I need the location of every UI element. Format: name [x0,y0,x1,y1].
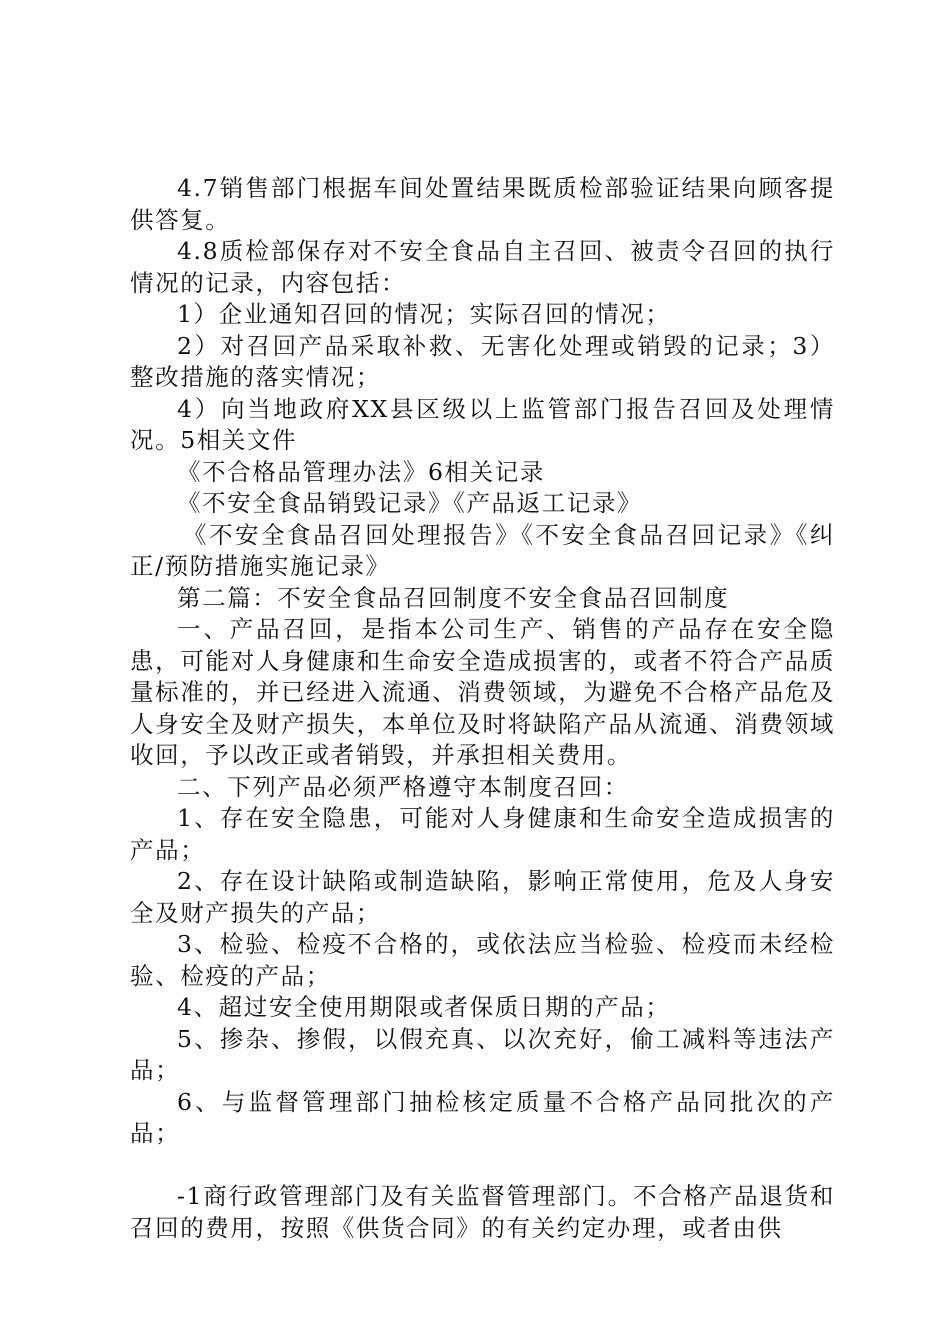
paragraph-4-8: 4.8质检部保存对不安全食品自主召回、被责令召回的执行情况的记录，内容包括： [130,237,835,297]
related-records-2: 《不安全食品召回处理报告》《不安全食品召回记录》《纠正/预防措施实施记录》 [130,520,835,580]
list-item-2-3: 2）对召回产品采取补救、无害化处理或销毁的记录；3）整改措施的落实情况； [130,331,835,391]
list-item-4: 4）向当地政府XX县区级以上监管部门报告召回及处理情况。5相关文件 [130,394,835,454]
list-item-1: 1）企业通知召回的情况；实际召回的情况； [177,300,671,328]
blank-line [130,1150,835,1182]
recall-item-3: 3、检验、检疫不合格的，或依法应当检验、检疫而未经检验、检疫的产品； [130,930,835,990]
recall-item-5: 5、掺杂、掺假，以假充真、以次充好，偷工减料等违法产品； [130,1024,835,1084]
paragraph-two: 二、下列产品必须严格遵守本制度召回： [177,772,629,801]
section-heading: 第二篇：不安全食品召回制度不安全食品召回制度 [177,583,730,612]
paragraph-4-7: 4.7销售部门根据车间处置结果既质检部验证结果向顾客提供答复。 [130,174,835,234]
paragraph-one: 一、产品召回，是指本公司生产、销售的产品存在安全隐患，可能对人身健康和生命安全造成损害的，或者不符合产品质量标准的，并已经进入流通、消费领域，为避免不合格产品危及人身安全及财产损失，本单位及时将缺陷产品从流通、消费领域收回，予以改正或者销毁，并承担相关费用。 [130,615,835,769]
recall-item-1: 1、存在安全隐患，可能对人身健康和生命安全造成损害的产品； [130,804,835,864]
related-records-1: 《不安全食品销毁记录》《产品返工记录》 [177,489,643,517]
final-paragraph: -1商行政管理部门及有关监督管理部门。不合格产品退货和召回的费用，按照《供货合同》的有关约定办理，或者由供 [130,1182,835,1242]
recall-item-6: 6、与监督管理部门抽检核定质量不合格产品同批次的产品； [130,1087,835,1147]
document-body [130,173,835,1244]
recall-item-2: 2、存在设计缺陷或制造缺陷，影响正常使用，危及人身安全及财产损失的产品； [130,867,835,927]
related-document: 《不合格品管理办法》6相关记录 [177,457,545,486]
recall-item-4: 4、超过安全使用期限或者保质日期的产品； [177,993,671,1021]
